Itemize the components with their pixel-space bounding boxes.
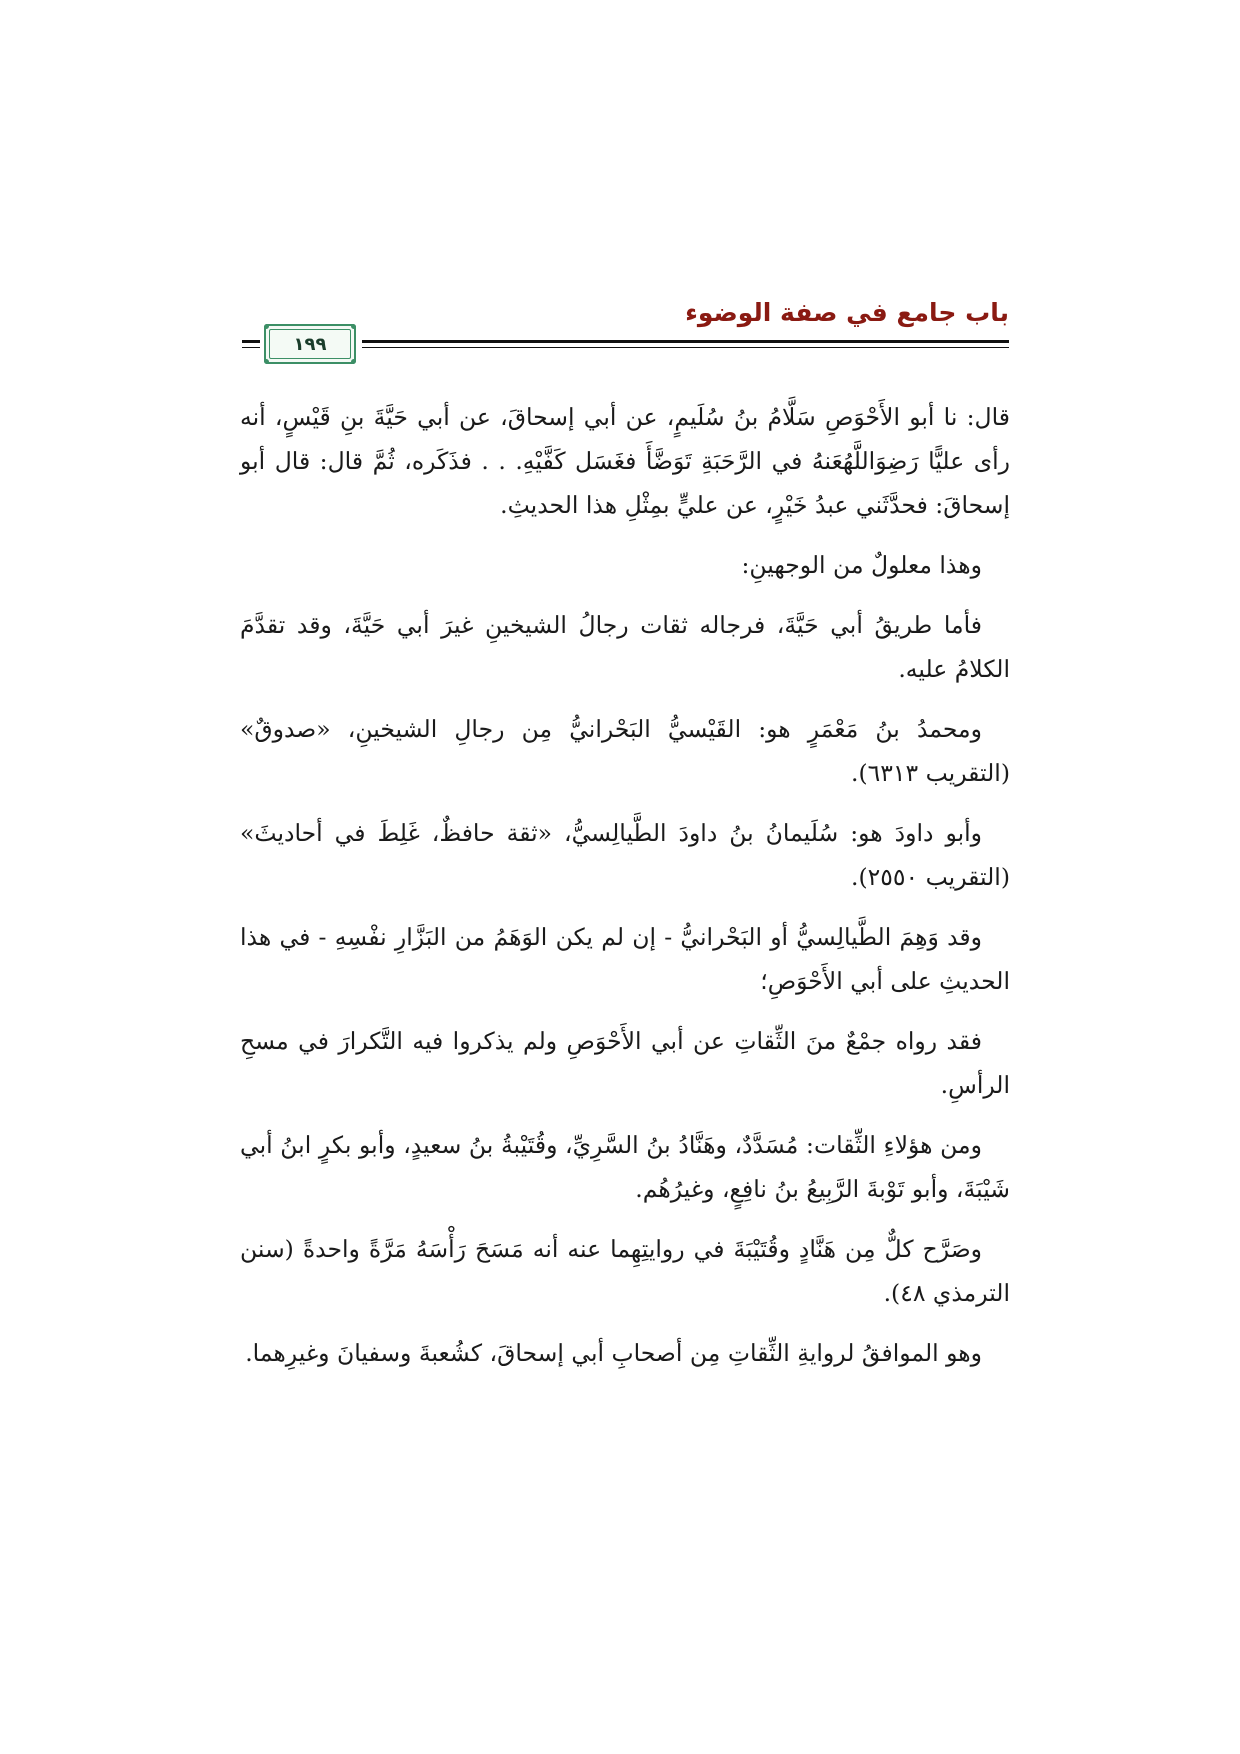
header-rule-left-thin (242, 347, 260, 348)
ornament-corner-icon (349, 322, 358, 331)
ornament-corner-icon (349, 357, 358, 366)
chapter-title: باب جامع في صفة الوضوء (685, 298, 1009, 327)
paragraph: وهذا معلولٌ من الوجهينِ: (741, 551, 982, 579)
header-rule-thin (362, 347, 1009, 348)
paragraph: وصَرَّح كلٌّ مِن هَنَّادٍ وقُتَيْبَةَ في روايتِهِما عنه أنه مَسَحَ رَأْسَهُ مَرَّةً واحدةً (سنن الترمذي ٤٨). (240, 1235, 1010, 1307)
header-rule-thick (362, 340, 1009, 343)
page-header (242, 296, 1009, 366)
header-rule-left-thick (242, 340, 260, 343)
paragraph: قال: نا أبو الأَحْوَصِ سَلَّامُ بنُ سُلَيمٍ، عن أبي إسحاقَ، عن أبي حَيَّةَ بنِ قَيْسٍ، أنه رأى عليًّا رَضِوَاللَّهُعَنهُ في الرَّحَبَةِ تَوَضَّأَ فغَسَل كَفَّيْهِ. . . فذَكَره، ثُمَّ قال: قال أبو إسحاقَ: فحدَّثَني عبدُ خَيْرٍ، عن عليٍّ بمِثْلِ هذا الحديثِ. (240, 403, 1010, 519)
paragraph: وأبو داودَ هو: سُلَيمانُ بنُ داودَ الطَّيالِسيُّ، «ثقة حافظٌ، غَلِطَ في أحاديثَ» (التقريب ٢٥٥٠). (240, 819, 1010, 891)
paragraph: فقد رواه جمْعٌ منَ الثِّقاتِ عن أبي الأَحْوَصِ ولم يذكروا فيه التَّكرارَ في مسحِ الرأسِ. (240, 1027, 1010, 1099)
page-number-frame (264, 324, 356, 364)
paragraph: ومن هؤلاءِ الثِّقات: مُسَدَّدٌ، وهَنَّادُ بنُ السَّرِيِّ، وقُتَيْبةُ بنُ سعيدٍ، وأبو بكرٍ ابنُ أبي شَيْبَةَ، وأبو تَوْبةَ الرَّبِيعُ بنُ نافِعٍ، وغيرُهُم. (240, 1131, 1010, 1203)
ornament-corner-icon (262, 357, 271, 366)
page-number: ١٩٩ (293, 333, 327, 355)
ornament-corner-icon (262, 322, 271, 331)
paragraph: فأما طريقُ أبي حَيَّةَ، فرجاله ثقات رجالُ الشيخينِ غيرَ أبي حَيَّةَ، وقد تقدَّمَ الكلامُ عليه. (240, 611, 1010, 683)
paragraph: وقد وَهِمَ الطَّيالِسيُّ أو البَحْرانيُّ - إن لم يكن الوَهَمُ من البَزَّارِ نفْسِهِ - في هذا الحديثِ على أبي الأَحْوَصِ؛ (240, 923, 1010, 995)
paragraph: ومحمدُ بنُ مَعْمَرٍ هو: القَيْسيُّ البَحْرانيُّ مِن رجالِ الشيخينِ، «صدوقٌ» (التقريب ٦٣١٣). (240, 715, 1010, 787)
body-text (240, 395, 1010, 1391)
paragraph: وهو الموافقُ لروايةِ الثِّقاتِ مِن أصحابِ أبي إسحاقَ، كشُعبةَ وسفيانَ وغيرِهما. (245, 1339, 982, 1367)
